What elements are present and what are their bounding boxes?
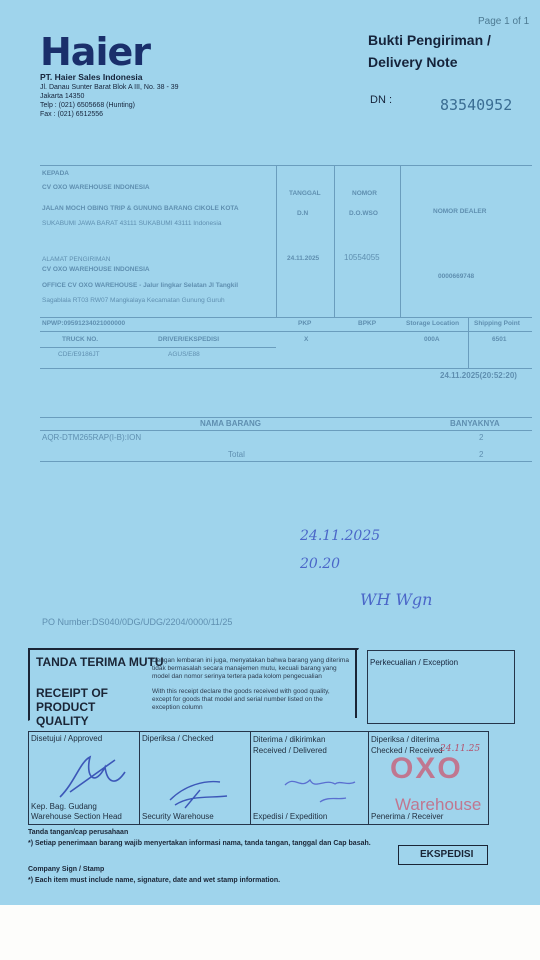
dn-short-label: D.N [297,210,309,217]
company-address-line: Jakarta 14350 [40,93,85,100]
handwritten-wh-sign: WH Wgn [360,590,433,609]
exception-label: Perkecualian / Exception [370,658,459,667]
storage-location-label: Storage Location [406,320,460,327]
customer-address: JALAN MOCH OBING TRIP & GUNUNG BARANG CIKOLE KOTA [42,205,239,212]
receiver-stamp-date: 24.11.25 [440,744,481,754]
divider [40,317,532,318]
divider [400,165,401,317]
do-wso-label: D.O.WSO [349,210,378,217]
note-id: *) Setiap penerimaan barang wajib menyertakan informasi nama, tanda tangan, tanggal dan Cap basah. [28,840,371,847]
divider [250,731,251,825]
dn-label: DN : [370,94,392,106]
receipt-text-id: Dengan lembaran ini juga, menyatakan bahwa barang yang diterima tidak bermasalah secara manajemen mutu, kecuali barang yang model dan nomor serinya tertera pada kolom pengecualian [152,657,349,680]
divider [139,731,140,825]
divider [355,648,357,718]
sig-checked-label: Diperiksa / Checked [142,734,214,743]
divider [468,318,469,368]
sig-receiver-label: Penerima / Receiver [371,812,444,821]
sig-expedition-label: Expedisi / Expedition [253,812,328,821]
delivery-address: OFFICE CV OXO WAREHOUSE - Jalur lingkar Selatan Jl Tangkil [42,282,239,289]
divider [40,368,532,369]
company-sign-en-label: Company Sign / Stamp [28,866,105,873]
sig-security-label: Security Warehouse [142,812,214,821]
truck-number: CDE/E9186JT [58,351,100,358]
do-number: 10554055 [344,253,380,262]
haier-logo: Haier [40,30,150,74]
shipping-point-value: 6501 [492,336,507,343]
shipping-point-label: Shipping Point [474,320,520,327]
sig-delivered-label: Diterima / dikirimkan Received / Delivered [253,735,327,755]
npwp: NPWP:09591234021000000 [42,320,126,327]
divider [334,165,335,317]
divider [368,731,369,825]
nomor-label: NOMOR [352,190,377,197]
note-en: *) Each item must include name, signature, date and wet stamp information. [28,877,281,884]
divider [40,331,532,332]
bpkp-label: BPKP [358,320,377,327]
delivery-name: CV OXO WAREHOUSE INDONESIA [42,266,150,273]
sig-warehouse-head-label: Kep. Bag. Gudang Warehouse Section Head [31,802,122,821]
driver-name: AGUS/E88 [168,351,200,358]
delivery-area: Sagablala RT03 RW07 Mangkalaya Kecamatan Gunung Guruh [42,297,225,304]
document-title-id: Bukti Pengiriman / [368,32,491,48]
receipt-text-en: With this receipt declare the goods received with good quality, except for goods that model and serial number listed on the exception column [152,688,330,711]
dealer-label: NOMOR DEALER [433,208,487,215]
item-name: AQR-DTM265RAP(I-B):ION [42,433,142,442]
item-qty-header: BANYAKNYA [450,419,500,428]
item-name-header: NAMA BARANG [200,419,262,428]
tanggal-label: TANGGAL [289,190,321,197]
expedition-signature [280,770,360,810]
document-title-en: Delivery Note [368,54,458,70]
divider [40,165,532,166]
company-sign-id-label: Tanda tangan/cap perusahaan [28,829,129,836]
dn-date: 24.11.2025 [287,255,320,262]
security-signature [165,770,235,810]
divider [40,417,532,418]
receiver-stamp-brand: OXO [390,752,463,785]
kepada-label: KEPADA [42,170,69,177]
divider [40,430,532,431]
item-qty: 2 [479,433,484,442]
approver-signature [55,752,135,802]
company-fax: Fax : (021) 6512556 [40,111,104,118]
page-number: Page 1 of 1 [478,16,530,27]
copy-label: EKSPEDISI [420,849,474,860]
receipt-title-id: TANDA TERIMA MUTU [36,655,164,669]
total-label: Total [228,450,245,459]
storage-location-value: 000A [424,336,440,343]
print-timestamp: 24.11.2025(20:52:20) [440,371,517,380]
company-address-line: Jl. Danau Sunter Barat Blok A III, No. 38 - 39 [40,84,179,91]
pkp-value: X [304,336,309,343]
customer-name: CV OXO WAREHOUSE INDONESIA [42,184,150,191]
customer-city: SUKABUMI JAWA BARAT 43111 SUKABUMI 43111 Indonesia [42,220,222,227]
total-qty: 2 [479,450,484,459]
pkp-label: PKP [298,320,312,327]
sig-approved-label: Disetujui / Approved [31,734,103,743]
dealer-number: 0000669748 [438,273,475,280]
divider [40,347,276,348]
receiver-stamp-word: Warehouse [395,795,482,814]
receipt-title-en: RECEIPT OF PRODUCT QUALITY [36,686,109,728]
driver-label: DRIVER/EKSPEDISI [158,336,220,343]
sig-received-label: Diperiksa / diterima Checked / Received [371,735,443,755]
po-number: PO Number:DS040/0DG/UDG/2204/0000/11/25 [42,617,233,627]
truck-no-label: TRUCK NO. [62,336,99,343]
company-name: PT. Haier Sales Indonesia [40,72,143,82]
divider [40,461,532,462]
handwritten-date: 24.11.2025 [300,528,381,544]
company-phone: Telp : (021) 6505668 (Hunting) [40,102,135,109]
alamat-label: ALAMAT PENGIRIMAN [42,256,111,263]
divider [276,165,277,317]
handwritten-time: 20.20 [300,556,341,572]
dn-number: 83540952 [440,96,513,114]
